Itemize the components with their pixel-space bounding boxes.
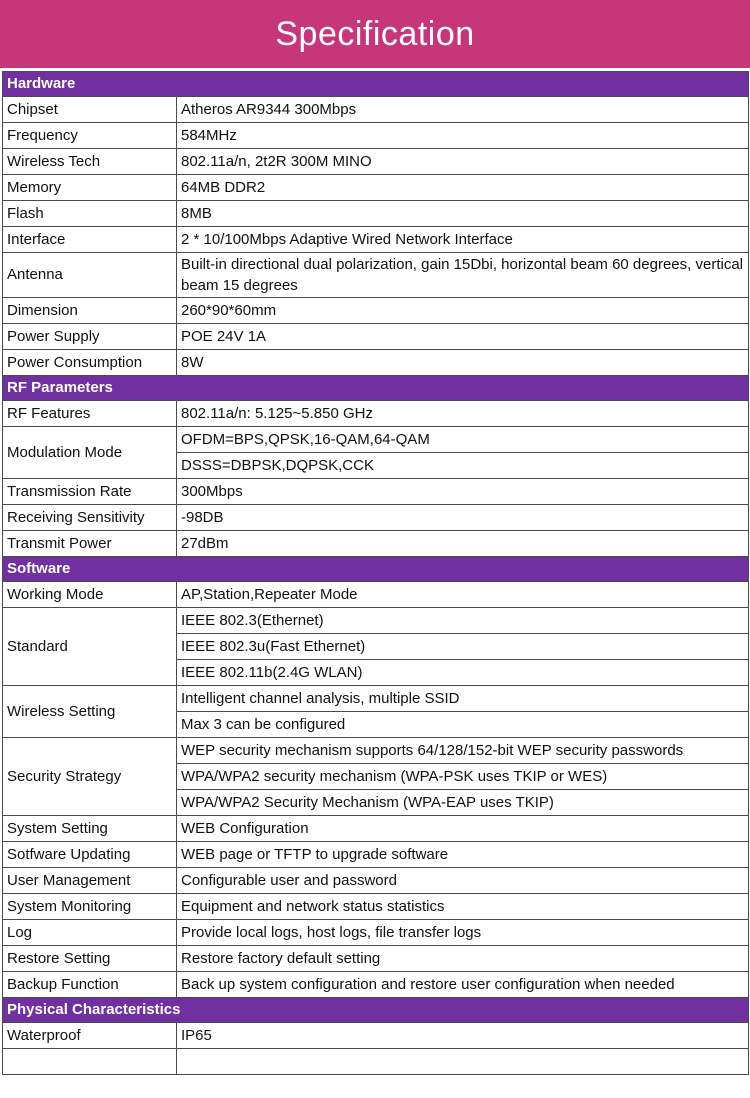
table-row <box>3 324 749 350</box>
spec-value: WEB page or TFTP to upgrade software <box>177 842 749 868</box>
spec-label-waterproof: Waterproof <box>3 1023 177 1049</box>
table-row <box>3 946 749 972</box>
page-title-banner <box>0 0 750 68</box>
table-row <box>3 227 749 253</box>
spec-label-power-consumption: Power Consumption <box>3 350 177 376</box>
spec-value: 8W <box>177 350 749 376</box>
spec-label-chipset: Chipset <box>3 97 177 123</box>
spec-value: AP,Station,Repeater Mode <box>177 582 749 608</box>
spec-value: WEP security mechanism supports 64/128/152-bit WEP security passwords <box>177 738 749 764</box>
spec-label-sotfware-updating: Sotfware Updating <box>3 842 177 868</box>
table-row <box>3 686 749 712</box>
table-row <box>3 175 749 201</box>
spec-label-dimension: Dimension <box>3 298 177 324</box>
spec-value: IEEE 802.11b(2.4G WLAN) <box>177 660 749 686</box>
table-row <box>3 608 749 634</box>
spec-value: 300Mbps <box>177 479 749 505</box>
section-header-physical-characteristics <box>3 998 749 1023</box>
spec-label-interface: Interface <box>3 227 177 253</box>
spec-label-antenna: Antenna <box>3 253 177 298</box>
table-row <box>3 479 749 505</box>
spec-value: 2 * 10/100Mbps Adaptive Wired Network Interface <box>177 227 749 253</box>
spec-value: Built-in directional dual polarization, gain 15Dbi, horizontal beam 60 degrees, vertical beam 15 degrees <box>177 253 749 298</box>
table-row <box>3 1023 749 1049</box>
spec-label-wireless-setting: Wireless Setting <box>3 686 177 738</box>
table-row <box>3 149 749 175</box>
spec-label-system-monitoring: System Monitoring <box>3 894 177 920</box>
spec-label-backup-function: Backup Function <box>3 972 177 998</box>
table-row <box>3 123 749 149</box>
spec-label-working-mode: Working Mode <box>3 582 177 608</box>
spec-label-transmit-power: Transmit Power <box>3 531 177 557</box>
specification-table-body <box>3 72 749 1075</box>
section-title: Hardware <box>3 72 749 97</box>
table-row <box>3 582 749 608</box>
section-header-rf-parameters <box>3 376 749 401</box>
spec-label-power-supply: Power Supply <box>3 324 177 350</box>
section-header-hardware <box>3 72 749 97</box>
spec-value: WPA/WPA2 Security Mechanism (WPA-EAP uses TKIP) <box>177 790 749 816</box>
specification-table <box>2 71 749 1075</box>
spec-value: Restore factory default setting <box>177 946 749 972</box>
spec-label-rf-features: RF Features <box>3 401 177 427</box>
table-row <box>3 894 749 920</box>
spec-value <box>177 1049 749 1075</box>
spec-value: 64MB DDR2 <box>177 175 749 201</box>
section-header-software <box>3 557 749 582</box>
spec-label-wireless-tech: Wireless Tech <box>3 149 177 175</box>
spec-value: IEEE 802.3(Ethernet) <box>177 608 749 634</box>
spec-value: POE 24V 1A <box>177 324 749 350</box>
spec-value: 802.11a/n: 5.125~5.850 GHz <box>177 401 749 427</box>
spec-value: 260*90*60mm <box>177 298 749 324</box>
spec-label-flash: Flash <box>3 201 177 227</box>
page-title: Specification <box>275 14 475 53</box>
section-title: Software <box>3 557 749 582</box>
table-row <box>3 401 749 427</box>
spec-label-frequency: Frequency <box>3 123 177 149</box>
table-row <box>3 868 749 894</box>
table-row <box>3 505 749 531</box>
section-title: Physical Characteristics <box>3 998 749 1023</box>
spec-label-receiving-sensitivity: Receiving Sensitivity <box>3 505 177 531</box>
spec-value: Atheros AR9344 300Mbps <box>177 97 749 123</box>
spec-label-security-strategy: Security Strategy <box>3 738 177 816</box>
spec-label-system-setting: System Setting <box>3 816 177 842</box>
spec-label-restore-setting: Restore Setting <box>3 946 177 972</box>
spec-value: 802.11a/n, 2t2R 300M MINO <box>177 149 749 175</box>
table-row <box>3 531 749 557</box>
spec-value: 27dBm <box>177 531 749 557</box>
spec-value: Back up system configuration and restore user configuration when needed <box>177 972 749 998</box>
table-row <box>3 1049 749 1075</box>
table-row <box>3 350 749 376</box>
spec-label-modulation-mode: Modulation Mode <box>3 427 177 479</box>
spec-value: DSSS=DBPSK,DQPSK,CCK <box>177 453 749 479</box>
spec-label-standard: Standard <box>3 608 177 686</box>
spec-value: 8MB <box>177 201 749 227</box>
spec-value: IEEE 802.3u(Fast Ethernet) <box>177 634 749 660</box>
table-row <box>3 427 749 453</box>
table-row <box>3 816 749 842</box>
spec-value: 584MHz <box>177 123 749 149</box>
table-row <box>3 842 749 868</box>
section-title: RF Parameters <box>3 376 749 401</box>
spec-value: WPA/WPA2 security mechanism (WPA-PSK uses TKIP or WES) <box>177 764 749 790</box>
spec-value: Provide local logs, host logs, file transfer logs <box>177 920 749 946</box>
spec-value: Configurable user and password <box>177 868 749 894</box>
spec-value: Max 3 can be configured <box>177 712 749 738</box>
spec-label-transmission-rate: Transmission Rate <box>3 479 177 505</box>
spec-label-log: Log <box>3 920 177 946</box>
spec-label-memory: Memory <box>3 175 177 201</box>
table-row <box>3 253 749 298</box>
spec-label-user-management: User Management <box>3 868 177 894</box>
table-row <box>3 97 749 123</box>
table-row <box>3 201 749 227</box>
table-row <box>3 972 749 998</box>
spec-value: Intelligent channel analysis, multiple SSID <box>177 686 749 712</box>
spec-value: Equipment and network status statistics <box>177 894 749 920</box>
table-row <box>3 298 749 324</box>
spec-value: -98DB <box>177 505 749 531</box>
table-row <box>3 738 749 764</box>
spec-value: IP65 <box>177 1023 749 1049</box>
spec-label <box>3 1049 177 1075</box>
spec-value: WEB Configuration <box>177 816 749 842</box>
table-row <box>3 920 749 946</box>
spec-value: OFDM=BPS,QPSK,16-QAM,64-QAM <box>177 427 749 453</box>
